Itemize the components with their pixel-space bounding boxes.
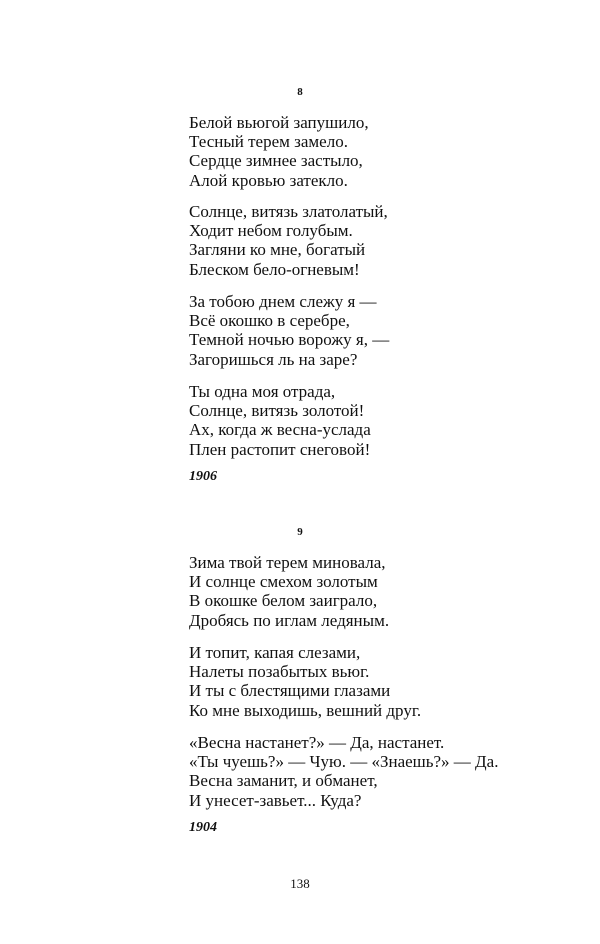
poem — [189, 202, 569, 279]
poem-line: Ходит небом голубым. — [189, 221, 353, 241]
poem-line: Дробясь по иглам ледяным. — [189, 610, 390, 630]
poem-line: Ах, когда ж весна-услада — [189, 420, 371, 440]
poem — [189, 113, 569, 190]
poem-line: Белой вьюгой запушило, — [189, 113, 369, 132]
poem-line: «Ты чуешь?» — Чую. — «Знаешь?» — Да. — [189, 752, 499, 772]
poem-line: В окошке белом заиграло, — [189, 591, 378, 611]
poem-line: «Весна настанет?» — Да, настанет. — [189, 733, 445, 752]
poem-date: 1904 — [189, 820, 217, 835]
stanza — [189, 113, 569, 190]
poem-line: Темной ночью ворожу я, — — [189, 330, 390, 350]
poem-line: Загоришься ль на заре? — [189, 349, 358, 369]
poem-line: И ты с блестящими глазами — [189, 681, 391, 701]
poem-line: Солнце, витязь золотой! — [189, 401, 365, 421]
stanza — [189, 382, 569, 459]
stanza — [189, 202, 569, 279]
poem-line: Плен растопит снеговой! — [189, 439, 371, 459]
stanza — [189, 733, 569, 810]
poem-line: И солнце смехом золотым — [189, 572, 378, 592]
poem-line: Алой кровью затекло. — [189, 170, 348, 190]
poem-line: Зима твой терем миновала, — [189, 553, 386, 572]
poem-line: Блеском бело-огневым! — [189, 259, 360, 279]
poem-number: 9 — [297, 526, 303, 538]
poem-line: Всё окошко в серебре, — [189, 311, 350, 331]
poem-line: Загляни ко мне, богатый — [189, 240, 366, 260]
poem-line: Весна заманит, и обманет, — [189, 771, 378, 791]
poem — [189, 382, 569, 459]
poem-line: Налеты позабытых вьюг. — [189, 662, 370, 682]
poem-line: Ко мне выходишь, вешний друг. — [189, 700, 422, 720]
poem-line: Солнце, витязь златолатый, — [189, 202, 388, 221]
poem-line: И топит, капая слезами, — [189, 643, 361, 662]
stanza — [189, 292, 569, 369]
poem-line: Ты одна моя отрада, — [189, 382, 336, 401]
poem-line: За тобою днем слежу я — — [189, 292, 377, 311]
poem — [189, 733, 569, 810]
stanza — [189, 553, 569, 630]
poem — [189, 292, 569, 369]
poem-line: И унесет-завьет... Куда? — [189, 790, 362, 810]
poem-date: 1906 — [189, 469, 217, 484]
poem-line: Сердце зимнее застыло, — [189, 151, 363, 171]
poem — [189, 643, 569, 720]
page-number: 138 — [290, 876, 310, 891]
poem-line: Тесный терем замело. — [189, 132, 348, 152]
poem — [189, 553, 569, 630]
poem-number: 8 — [297, 86, 303, 98]
stanza — [189, 643, 569, 720]
